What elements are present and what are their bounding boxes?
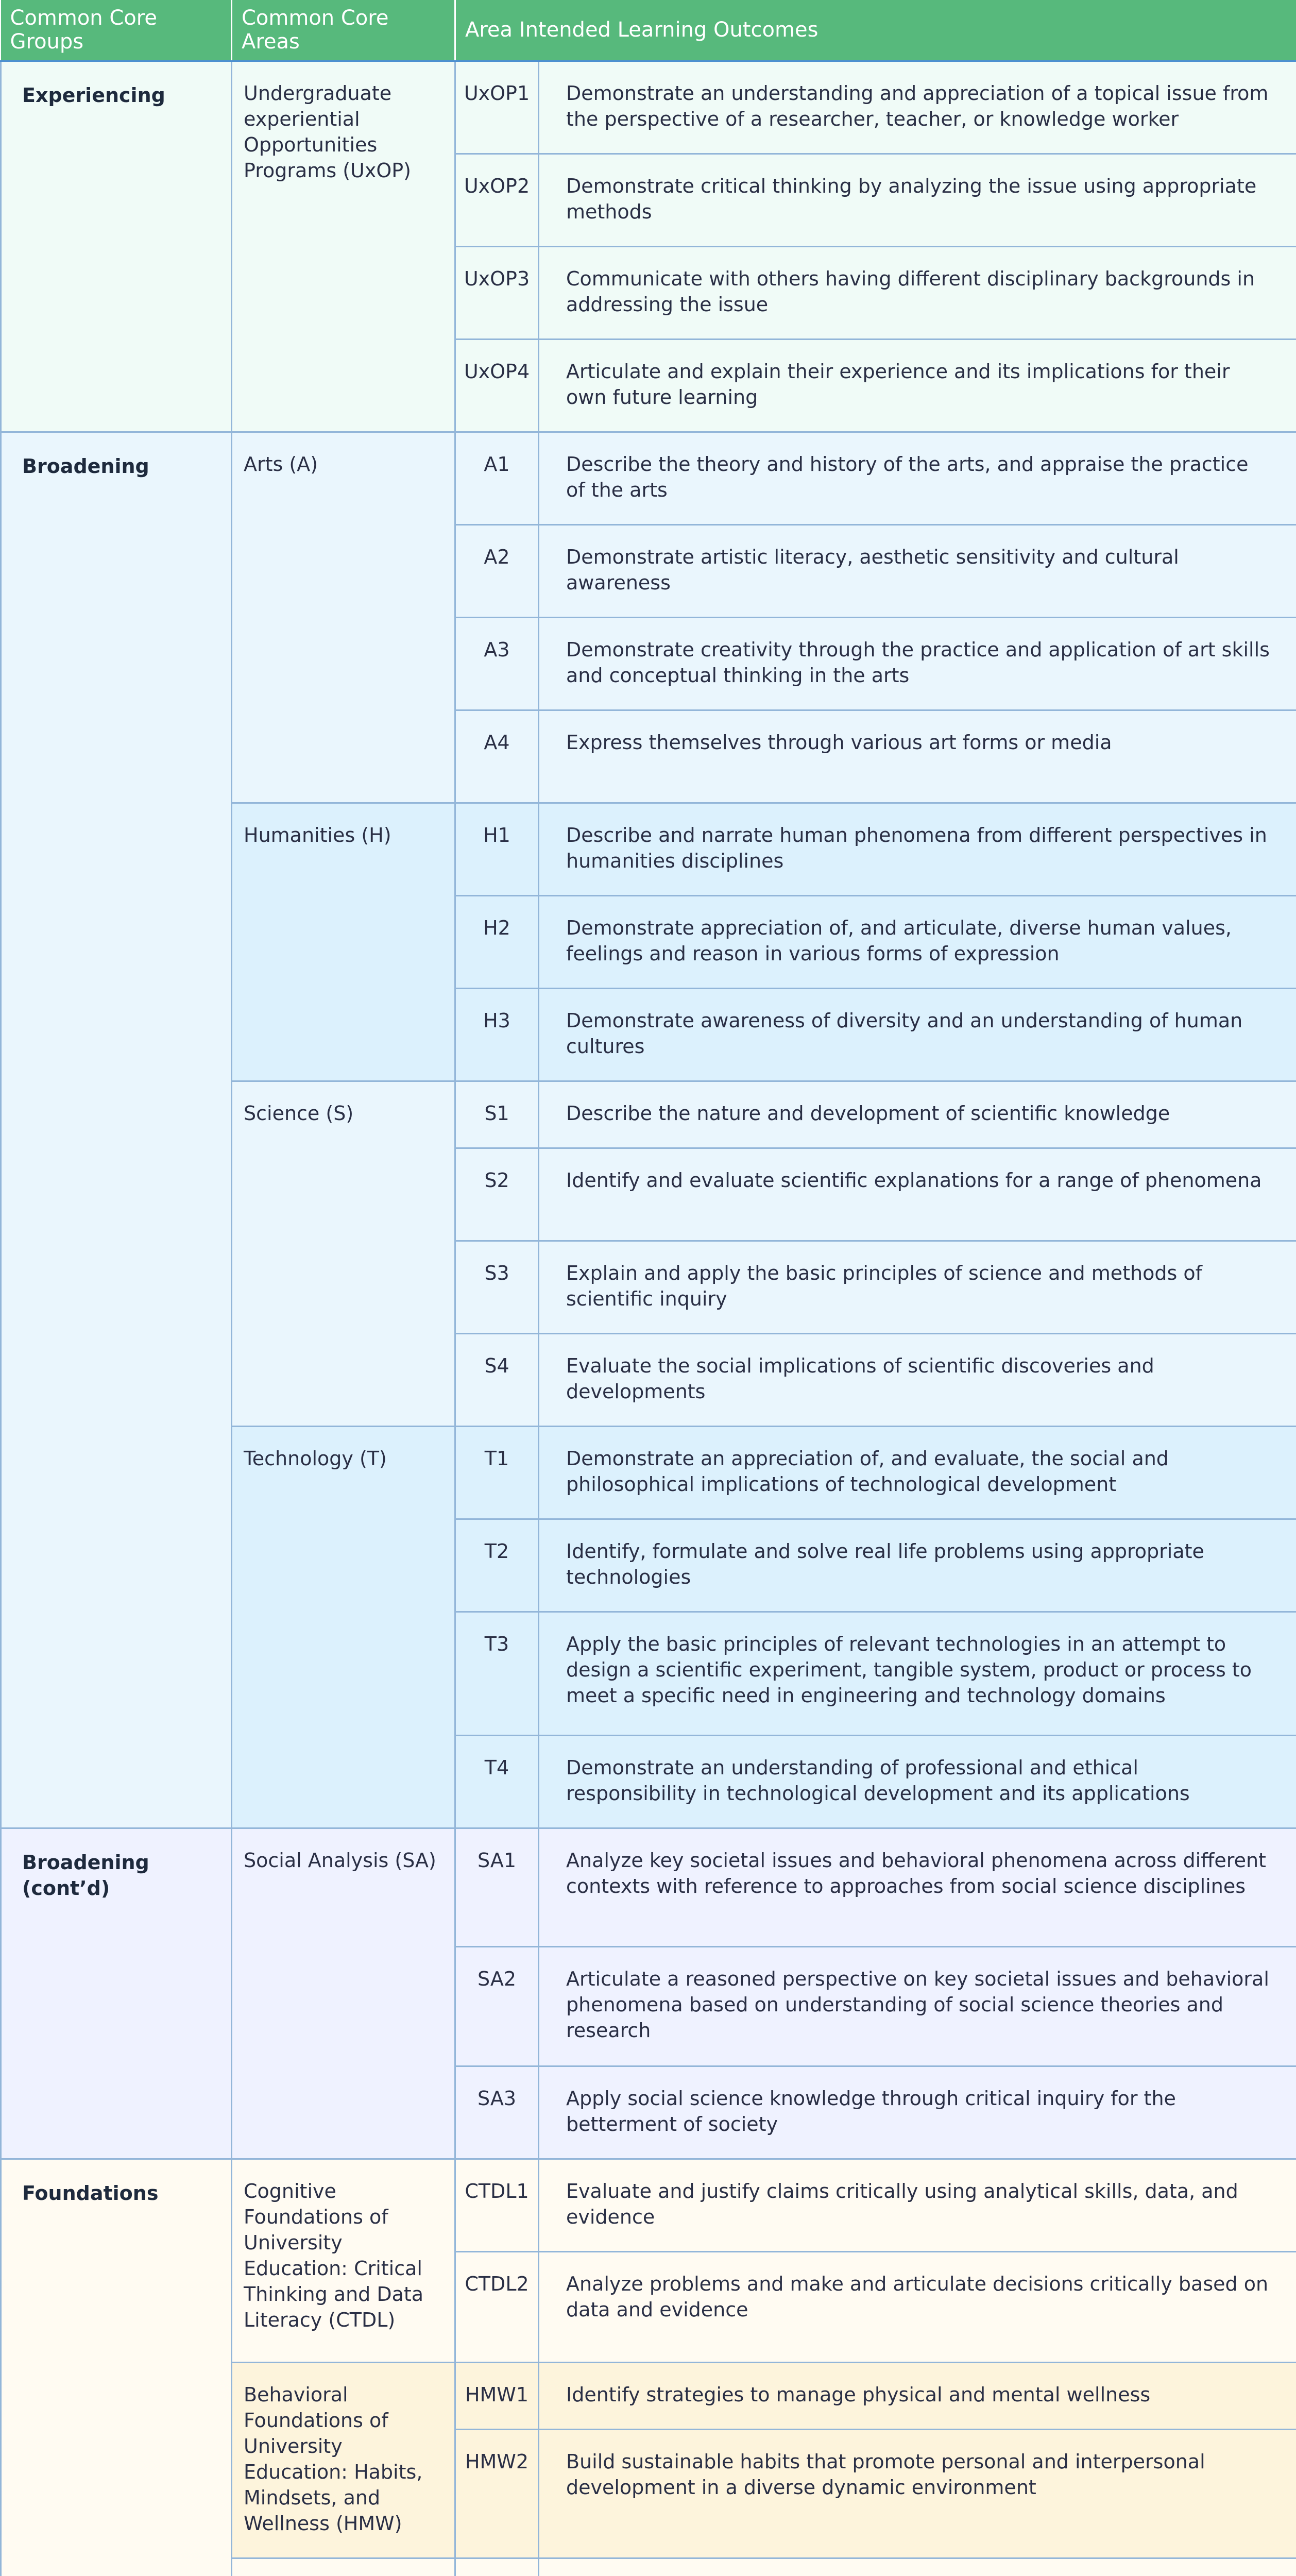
outcome-code: HMW1 <box>455 2362 539 2429</box>
area-cell: Behavioral Foundations of University Education: Habits, Mindsets, and Wellness (HMW) <box>232 2362 455 2558</box>
group-cell: Experiencing <box>1 61 232 432</box>
outcome-code: SA2 <box>455 1946 539 2066</box>
outcome-code: UxOP3 <box>455 246 539 339</box>
area-cell: Humanities (H) <box>232 803 455 1081</box>
table-row <box>1 2159 1296 2251</box>
outcome-text: Communicate with others having different disciplinary backgrounds in addressing the issue <box>539 246 1296 339</box>
outcome-code <box>455 2558 539 2576</box>
outcome-text: Analyze problems and make and articulate decisions critically based on data and evidence <box>539 2251 1296 2362</box>
outcome-code: SA1 <box>455 1828 539 1946</box>
outcome-code: S1 <box>455 1081 539 1148</box>
table-row <box>1 61 1296 154</box>
outcome-code: S3 <box>455 1241 539 1333</box>
area-cell <box>232 2558 455 2576</box>
outcome-text: Demonstrate critical thinking by analyzing the issue using appropriate methods <box>539 154 1296 246</box>
outcome-text: Explain and apply the basic principles of science and methods of scientific inquiry <box>539 1241 1296 1333</box>
outcome-text: Analyze key societal issues and behavioral phenomena across different contexts with reference to approaches from social science disciplines <box>539 1828 1296 1946</box>
outcome-text: Apply social science knowledge through critical inquiry for the betterment of society <box>539 2066 1296 2159</box>
outcome-text: Evaluate and justify claims critically using analytical skills, data, and evidence <box>539 2159 1296 2251</box>
outcome-text: Demonstrate an appreciation of, and evaluate, the social and philosophical implications of technological development <box>539 1426 1296 1519</box>
outcome-text: Demonstrate an understanding of professional and ethical responsibility in technological development and its applications <box>539 1735 1296 1828</box>
outcome-code: T3 <box>455 1612 539 1735</box>
outcome-code: S2 <box>455 1148 539 1241</box>
outcome-code: T1 <box>455 1426 539 1519</box>
outcome-text: Describe the theory and history of the arts, and appraise the practice of the arts <box>539 432 1296 524</box>
outcome-text: Demonstrate an understanding and appreciation of a topical issue from the perspective of a researcher, teacher, or knowledge worker <box>539 61 1296 154</box>
area-cell: Social Analysis (SA) <box>232 1828 455 2159</box>
group-cell: Foundations <box>1 2159 232 2576</box>
area-cell: Arts (A) <box>232 432 455 803</box>
area-cell: Cognitive Foundations of University Education: Critical Thinking and Data Literacy (CTDL) <box>232 2159 455 2362</box>
outcome-code: UxOP4 <box>455 339 539 432</box>
group-cell: Broadening (cont’d) <box>1 1828 232 2159</box>
outcome-code: H1 <box>455 803 539 895</box>
outcome-code: T2 <box>455 1519 539 1612</box>
header-outcomes: Area Intended Learning Outcomes <box>455 0 1296 61</box>
outcome-text: Identify and evaluate scientific explanations for a range of phenomena <box>539 1148 1296 1241</box>
outcome-text: Identify, formulate and solve real life problems using appropriate technologies <box>539 1519 1296 1612</box>
outcome-text: Evaluate the social implications of scientific discoveries and developments <box>539 1333 1296 1426</box>
outcome-code: S4 <box>455 1333 539 1426</box>
outcome-text: Apply the basic principles of relevant technologies in an attempt to design a scientific experiment, tangible system, product or process to meet a specific need in engineering and technology domains <box>539 1612 1296 1735</box>
outcome-code: A1 <box>455 432 539 524</box>
outcome-code: H2 <box>455 895 539 988</box>
outcome-code: UxOP1 <box>455 61 539 154</box>
header-groups: Common Core Groups <box>1 0 232 61</box>
outcome-code: A4 <box>455 710 539 803</box>
outcome-code: A2 <box>455 524 539 617</box>
outcome-text: Demonstrate creativity through the practice and application of art skills and conceptual thinking in the arts <box>539 617 1296 710</box>
outcome-code: CTDL1 <box>455 2159 539 2251</box>
outcome-code: A3 <box>455 617 539 710</box>
outcome-code: SA3 <box>455 2066 539 2159</box>
header-areas: Common Core Areas <box>232 0 455 61</box>
outcome-text <box>539 2558 1296 2576</box>
outcome-code: H3 <box>455 988 539 1081</box>
outcome-code: CTDL2 <box>455 2251 539 2362</box>
group-cell: Broadening <box>1 432 232 1828</box>
table-row <box>1 1828 1296 1946</box>
outcome-text: Articulate and explain their experience and its implications for their own future learning <box>539 339 1296 432</box>
area-cell: Undergraduate experiential Opportunities Programs (UxOP) <box>232 61 455 432</box>
outcome-code: HMW2 <box>455 2429 539 2558</box>
outcome-text: Build sustainable habits that promote personal and interpersonal development in a diverse dynamic environment <box>539 2429 1296 2558</box>
outcome-code: T4 <box>455 1735 539 1828</box>
area-cell: Technology (T) <box>232 1426 455 1828</box>
table-body <box>1 61 1296 2576</box>
outcome-code: UxOP2 <box>455 154 539 246</box>
outcome-text: Articulate a reasoned perspective on key societal issues and behavioral phenomena based on understanding of social science theories and research <box>539 1946 1296 2066</box>
outcome-text: Demonstrate awareness of diversity and an understanding of human cultures <box>539 988 1296 1081</box>
outcome-text: Identify strategies to manage physical and mental wellness <box>539 2362 1296 2429</box>
outcome-text: Describe and narrate human phenomena from different perspectives in humanities disciplines <box>539 803 1296 895</box>
table-header-row <box>1 0 1296 61</box>
outcome-text: Demonstrate artistic literacy, aesthetic sensitivity and cultural awareness <box>539 524 1296 617</box>
outcome-text: Describe the nature and development of scientific knowledge <box>539 1081 1296 1148</box>
outcome-text: Express themselves through various art forms or media <box>539 710 1296 803</box>
outcome-text: Demonstrate appreciation of, and articulate, diverse human values, feelings and reason in various forms of expression <box>539 895 1296 988</box>
table-row <box>1 432 1296 524</box>
area-cell: Science (S) <box>232 1081 455 1426</box>
